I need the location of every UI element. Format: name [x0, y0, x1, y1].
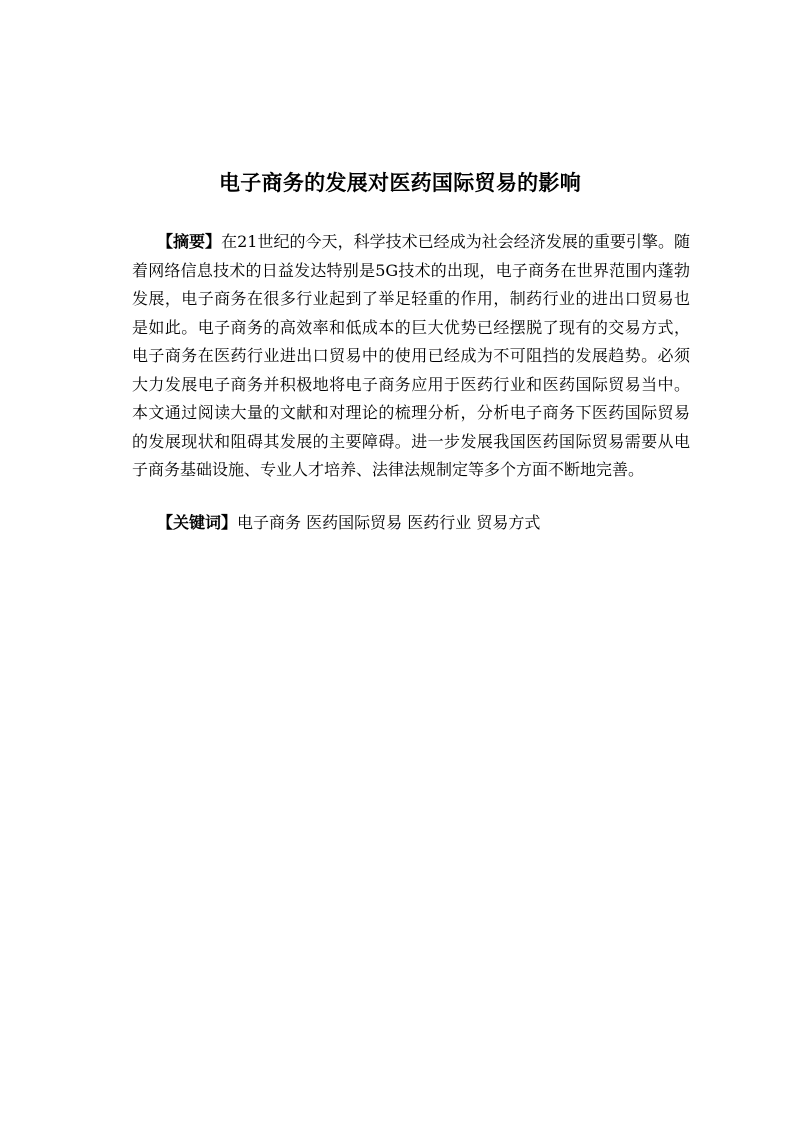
- keywords-label: 【关键词】: [157, 513, 238, 532]
- abstract-label: 【摘要】: [157, 232, 222, 251]
- keyword-item: 贸易方式: [476, 513, 541, 532]
- abstract-paragraph: [132, 228, 690, 485]
- document-title: 电子商务的发展对医药国际贸易的影响: [218, 171, 582, 195]
- keyword-item: 电子商务: [237, 513, 302, 532]
- keywords-paragraph: [157, 509, 687, 538]
- keyword-item: 医药国际贸易: [306, 513, 403, 532]
- abstract-text: 在21世纪的今天，科学技术已经成为社会经济发展的重要引擎。随着网络信息技术的日益发达特别是5G技术的出现，电子商务在世界范围内蓬勃发展，电子商务在很多行业起到了举足轻重的作用，制药行业的进出口贸易也是如此。电子商务的高效率和低成本的巨大优势已经摆脱了现有的交易方式，电子商务在医药行业进出口贸易中的使用已经成为不可阻挡的发展趋势。必须大力发展电子商务并积极地将电子商务应用于医药行业和医药国际贸易当中。本文通过阅读大量的文献和对理论的梳理分析，分析电子商务下医药国际贸易的发展现状和阻碍其发展的主要障碍。进一步发展我国医药国际贸易需要从电子商务基础设施、专业人才培养、法律法规制定等多个方面不断地完善。: [132, 232, 690, 479]
- keyword-item: 医药行业: [407, 513, 472, 532]
